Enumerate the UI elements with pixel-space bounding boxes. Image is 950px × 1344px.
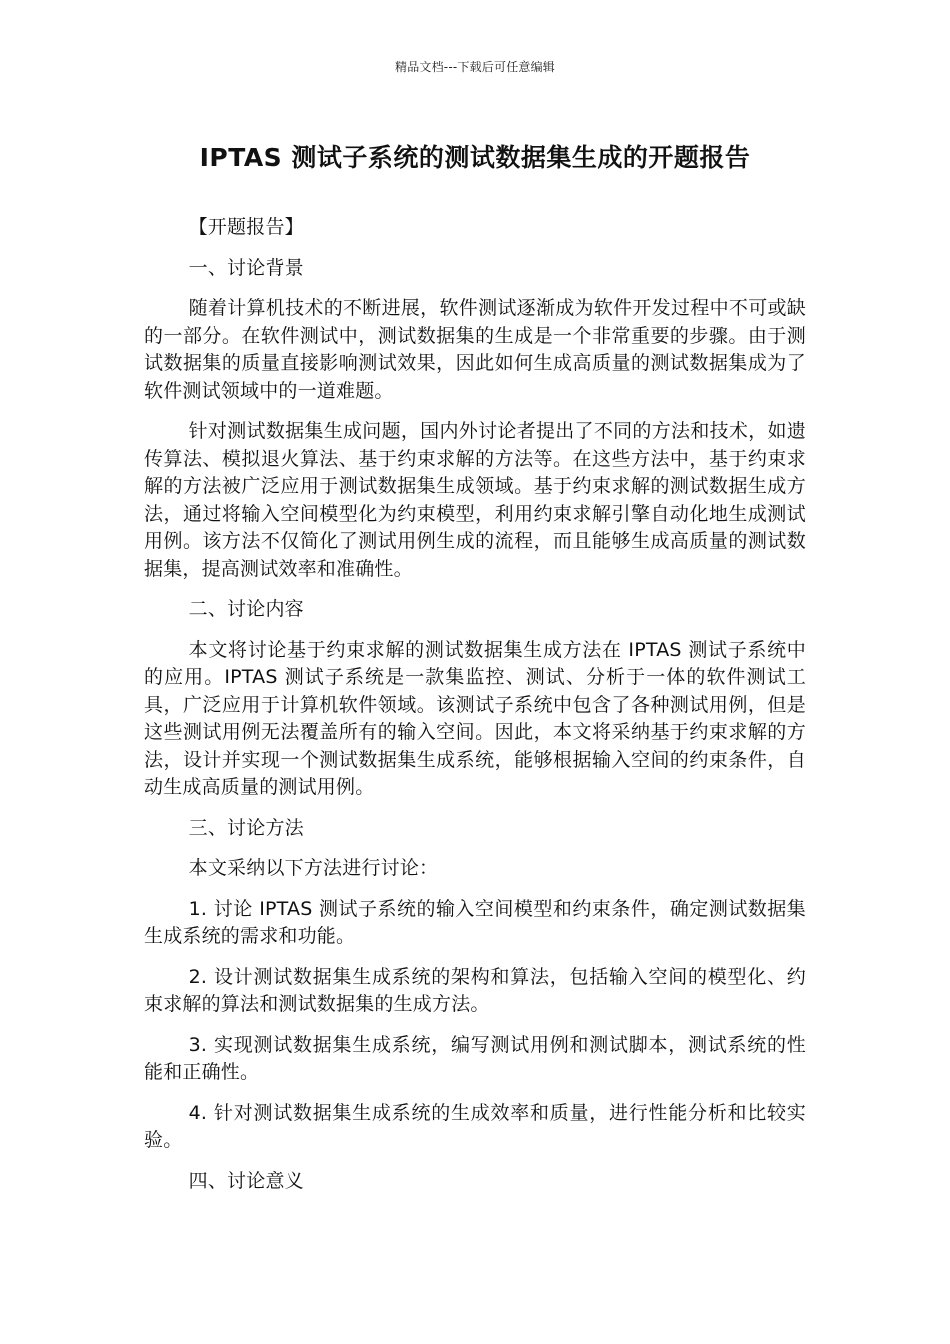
document-body (144, 214, 806, 1208)
report-label: 【开题报告】 (188, 216, 304, 238)
section-heading-method: 三、讨论方法 (188, 816, 304, 839)
method-item-2: 2. 设计测试数据集生成系统的架构和算法，包括输入空间的模型化、约束求解的算法和测试数据集的生成方法。 (144, 965, 806, 1015)
section-heading-background: 一、讨论背景 (188, 256, 304, 279)
paragraph-background-1: 随着计算机技术的不断进展，软件测试逐渐成为软件开发过程中不可或缺的一部分。在软件测试中，测试数据集的生成是一个非常重要的步骤。由于测试数据集的质量直接影响测试效果，因此如何生成高质量的测试数据集成为了软件测试领域中的一道难题。 (144, 297, 806, 402)
paragraph-content: 本文将讨论基于约束求解的测试数据集生成方法在 IPTAS 测试子系统中的应用。IPTAS 测试子系统是一款集监控、测试、分析于一体的软件测试工具，广泛应用于计算机软件领域。该测试子系统中包含了各种测试用例，但是这些测试用例无法覆盖所有的输入空间。因此，本文将采纳基于约束求解的方法，设计并实现一个测试数据集生成系统，能够根据输入空间的约束条件，自动生成高质量的测试用例。 (144, 638, 806, 798)
method-item-3: 3. 实现测试数据集生成系统，编写测试用例和测试脚本，测试系统的性能和正确性。 (144, 1033, 806, 1083)
section-heading-content: 二、讨论内容 (188, 598, 304, 620)
paragraph-method-intro: 本文采纳以下方法进行讨论： (188, 857, 439, 879)
method-item-4: 4. 针对测试数据集生成系统的生成效率和质量，进行性能分析和比较实验。 (144, 1101, 806, 1151)
method-item-1: 1. 讨论 IPTAS 测试子系统的输入空间模型和约束条件，确定测试数据集生成系统的需求和功能。 (144, 897, 806, 947)
document-title: IPTAS 测试子系统的测试数据集生成的开题报告 (199, 143, 751, 172)
section-heading-significance: 四、讨论意义 (188, 1169, 304, 1192)
header-note: 精品文档---下载后可任意编辑 (395, 60, 555, 74)
paragraph-background-2: 针对测试数据集生成问题，国内外讨论者提出了不同的方法和技术，如遗传算法、模拟退火算法、基于约束求解的方法等。在这些方法中，基于约束求解的方法被广泛应用于测试数据集生成领域。基于约束求解的测试数据生成方法，通过将输入空间模型化为约束模型，利用约束求解引擎自动化地生成测试用例。该方法不仅简化了测试用例生成的流程，而且能够生成高质量的测试数据集，提高测试效率和准确性。 (144, 420, 806, 580)
